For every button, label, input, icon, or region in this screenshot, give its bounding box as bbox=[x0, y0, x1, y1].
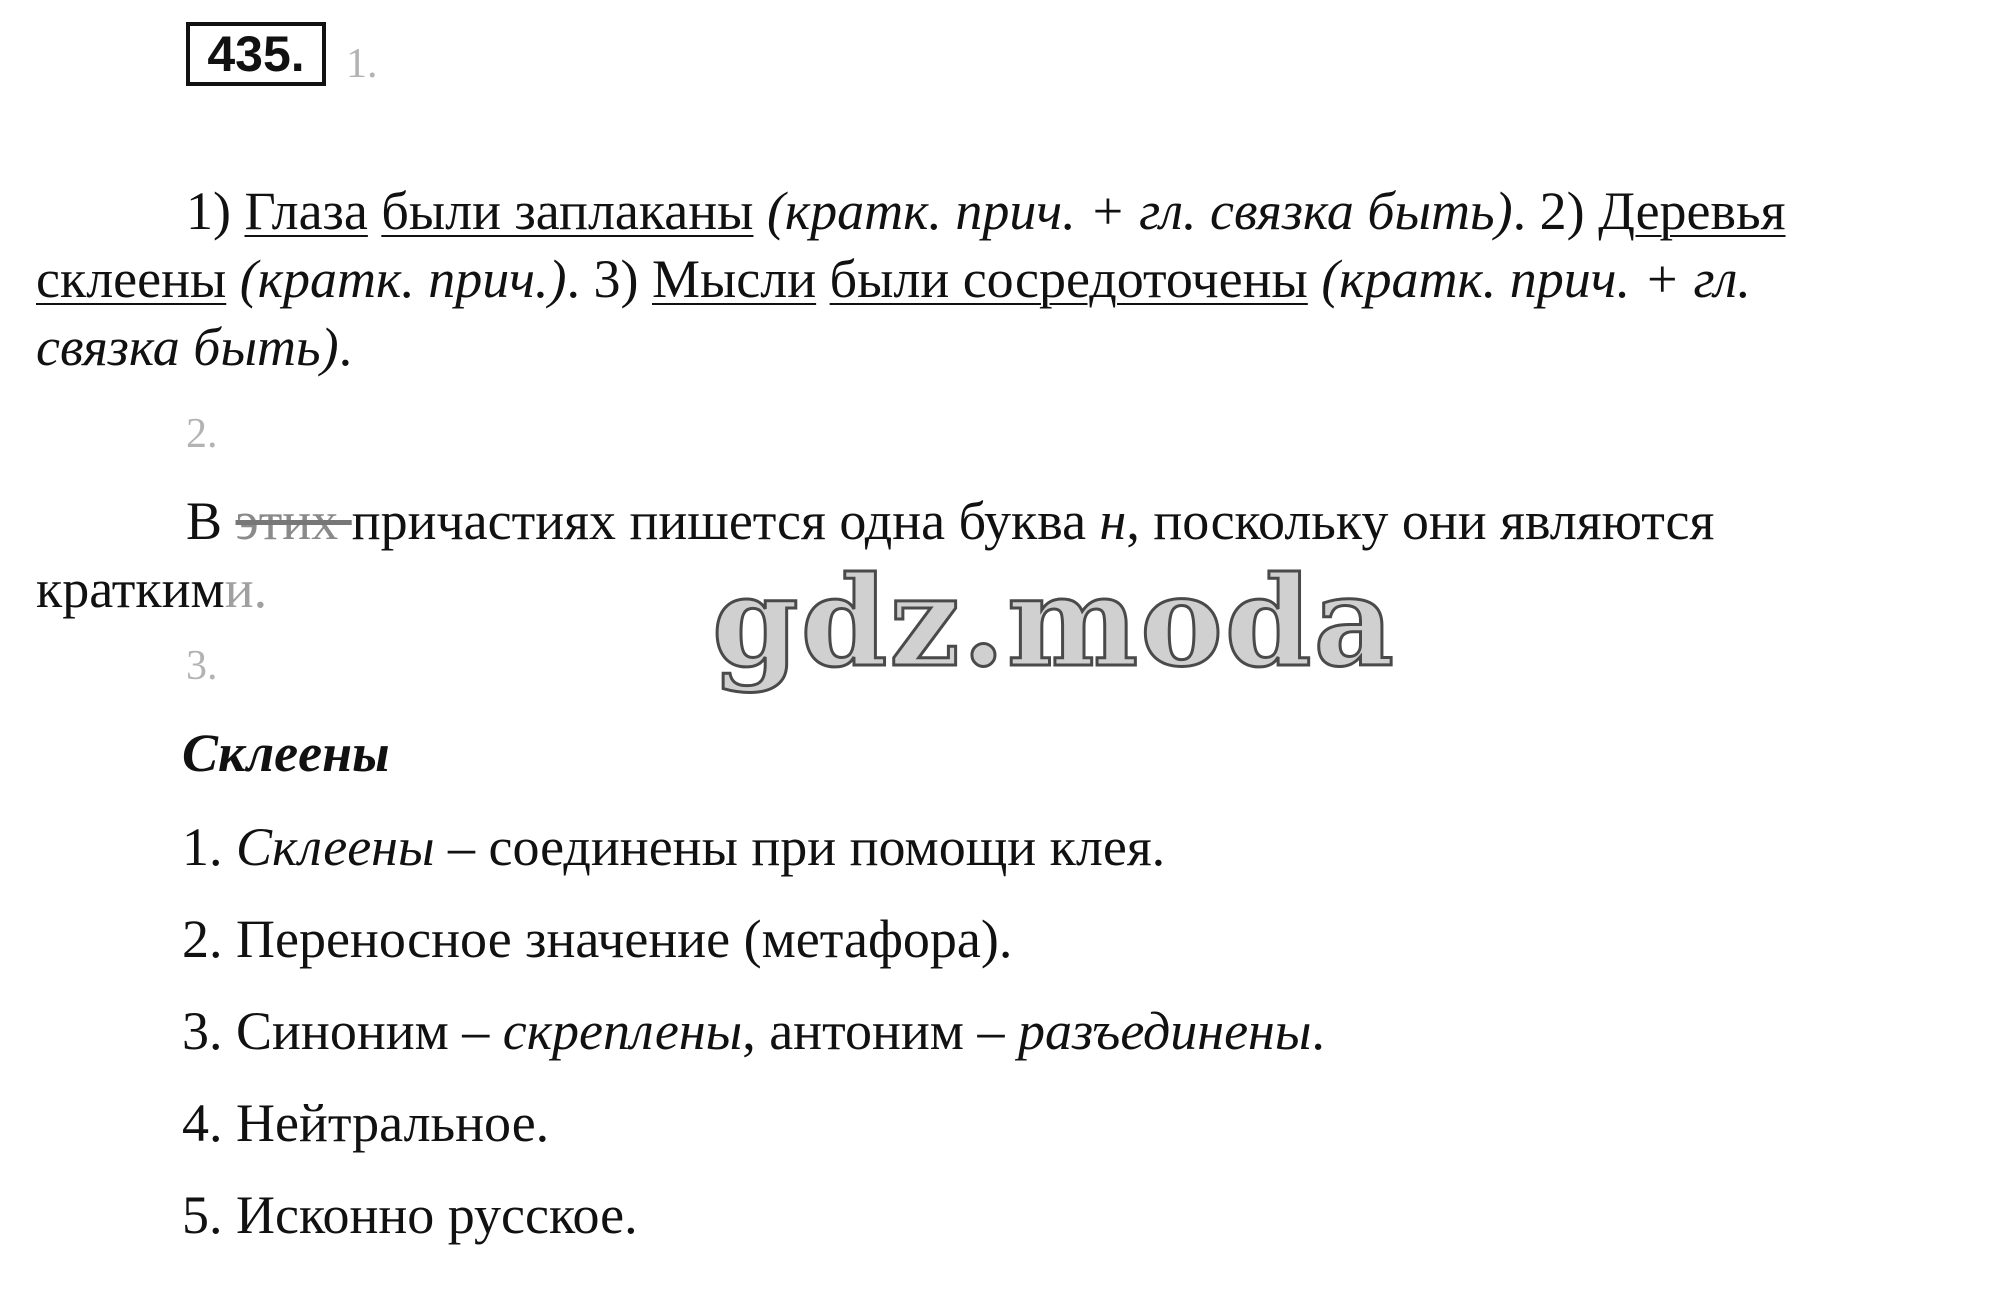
definition: Нейтральное. bbox=[222, 1093, 550, 1153]
term: Склеены bbox=[236, 817, 435, 877]
definition: Переносное значение (метафора). bbox=[222, 909, 1013, 969]
punct: . bbox=[338, 317, 353, 377]
section-number-3: 3. bbox=[186, 643, 218, 689]
section-number-1: 1. bbox=[346, 41, 378, 87]
part2-line-1 bbox=[186, 491, 1715, 551]
text: причастиях пишется одна буква bbox=[351, 491, 1100, 551]
comment: (кратк. прич. + гл. bbox=[1321, 249, 1751, 309]
list-number: 1. bbox=[182, 817, 223, 877]
definition: Исконно русское. bbox=[222, 1185, 638, 1245]
text: , поскольку они являются bbox=[1126, 491, 1715, 551]
list-item-2 bbox=[182, 909, 1013, 969]
text: кратким bbox=[36, 559, 225, 619]
faded-text: этих bbox=[235, 491, 352, 551]
faded-text: и. bbox=[224, 559, 268, 619]
comment: (кратк. прич.) bbox=[239, 249, 567, 309]
text: В bbox=[186, 491, 236, 551]
text: , антоним – bbox=[742, 1001, 1018, 1061]
antonym: разъединены bbox=[1017, 1001, 1312, 1061]
subject-word: Мысли bbox=[652, 249, 817, 309]
punct: . bbox=[1311, 1001, 1325, 1061]
list-number: 4. bbox=[182, 1093, 223, 1153]
punct: . bbox=[1512, 181, 1527, 241]
list-number: 3. bbox=[182, 1001, 223, 1061]
part3-heading: Склеены bbox=[182, 723, 390, 783]
list-number: 2. bbox=[182, 909, 223, 969]
text: Синоним – bbox=[222, 1001, 503, 1061]
item-number: 1) bbox=[186, 181, 231, 241]
part2-line-2 bbox=[36, 559, 268, 619]
list-item-1 bbox=[182, 817, 1166, 877]
list-item-3 bbox=[182, 1001, 1325, 1061]
part1-line-3 bbox=[36, 317, 353, 377]
subject-word: Деревья bbox=[1598, 181, 1786, 241]
list-item-5 bbox=[182, 1185, 638, 1245]
item-number: 3) bbox=[593, 249, 639, 309]
watermark: gdz.moda bbox=[712, 550, 1396, 695]
predicate-word: склеены bbox=[36, 249, 227, 309]
subject-word: Глаза bbox=[244, 181, 368, 241]
predicate-word: были заплаканы bbox=[381, 181, 754, 241]
item-number: 2) bbox=[1539, 181, 1585, 241]
definition: – соединены при помощи клея. bbox=[434, 817, 1166, 877]
synonym: скреплены bbox=[502, 1001, 743, 1061]
part1-line-2 bbox=[36, 249, 1751, 309]
exercise-number: 435. bbox=[186, 22, 326, 86]
letter: н bbox=[1099, 491, 1127, 551]
punct: . bbox=[566, 249, 581, 309]
list-number: 5. bbox=[182, 1185, 223, 1245]
comment: (кратк. прич. + гл. связка быть) bbox=[766, 181, 1513, 241]
predicate-word: были сосредоточены bbox=[829, 249, 1308, 309]
comment: связка быть) bbox=[36, 317, 339, 377]
list-item-4 bbox=[182, 1093, 550, 1153]
section-number-2: 2. bbox=[186, 411, 218, 457]
part1-line-1 bbox=[186, 181, 1786, 241]
